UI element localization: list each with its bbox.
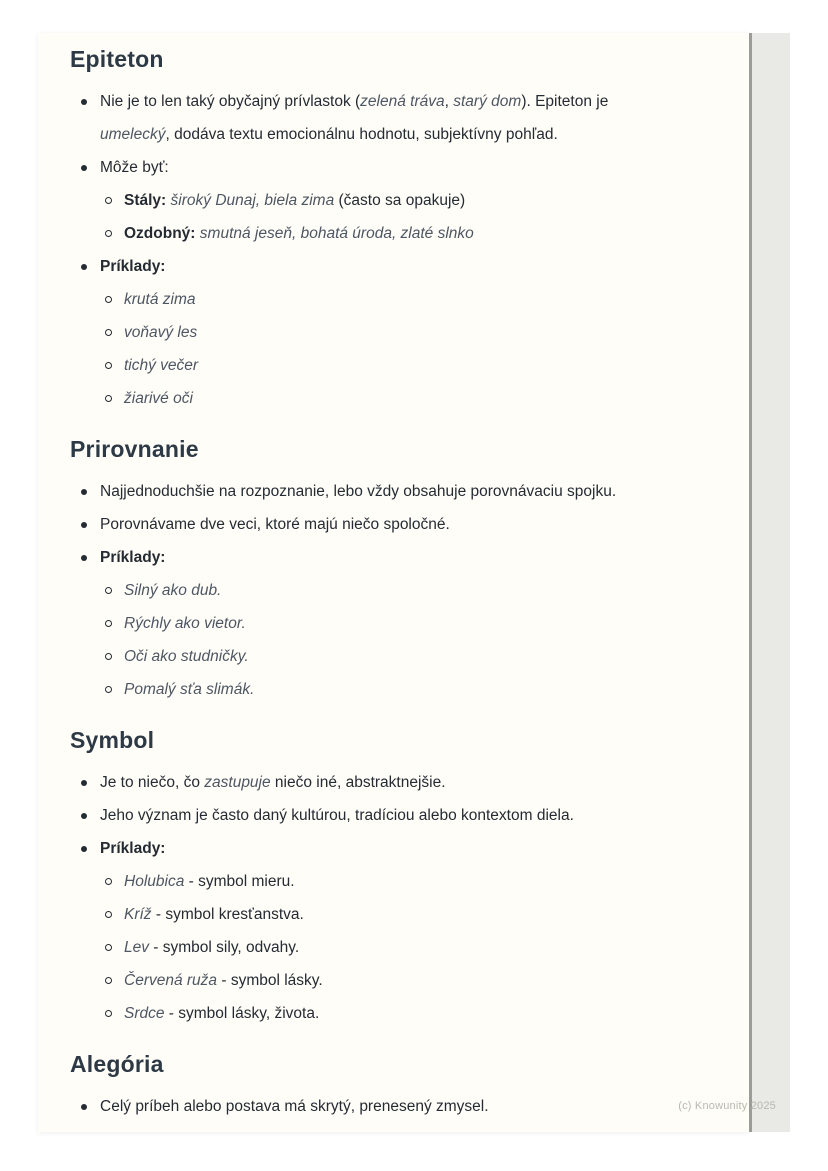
text-run: - symbol kresťanstva. [151,906,304,923]
text-run: Nie je to len taký obyčajný prívlastok ( [100,93,361,110]
text-run: Príklady: [100,258,166,275]
text-run: Jeho význam je často daný kultúrou, tradíciou alebo kontextom diela. [100,807,574,824]
text-run: zastupuje [204,774,271,791]
text-run: Príklady: [100,840,166,857]
text-run: (často sa opakuje) [334,192,466,209]
list-item [100,184,654,217]
text-run: starý dom [453,93,522,110]
list-item [100,382,654,415]
list-item [100,349,654,382]
list-item [70,85,699,151]
list-item [100,931,654,964]
text-run: voňavý les [124,324,198,341]
copyright-watermark: (c) Knowunity 2025 [678,1100,776,1112]
list-item [70,250,699,415]
text-run: Silný ako dub. [124,582,222,599]
text-run: Kríž [124,906,152,923]
section-heading: Alegória [70,1051,164,1077]
sub-bullet-list [100,574,654,706]
bullet-list [70,85,699,415]
text-run: Srdce [124,1005,165,1022]
text-run: umelecký [100,126,166,143]
list-item [70,799,699,832]
section-heading: Symbol [70,727,155,753]
list-item [100,217,654,250]
text-run: , dodáva textu emocionálnu hodnotu, subjektívny pohľad. [165,126,558,143]
text-run: Je to niečo, čo [100,774,205,791]
bullet-list [70,475,699,706]
list-item [70,475,699,508]
list-item [100,898,654,931]
text-run: tichý večer [124,357,199,374]
text-run: Stály: [124,192,167,209]
list-item [70,1090,699,1123]
list-item [70,766,699,799]
text-run: široký Dunaj, biela zima [170,192,335,209]
text-run: - symbol lásky. [217,972,323,989]
list-item [100,640,654,673]
list-item [100,607,654,640]
text-run: žiarivé oči [124,390,193,407]
text-run: Holubica [124,873,185,890]
section-heading: Epiteton [70,46,164,72]
text-run: niečo iné, abstraktnejšie. [270,774,446,791]
text-run: Ozdobný: [124,225,196,242]
list-item [100,865,654,898]
list-item [100,964,654,997]
sub-bullet-list [100,283,654,415]
text-run: Rýchly ako vietor. [124,615,246,632]
text-run: - symbol lásky, života. [164,1005,320,1022]
document-page [38,33,749,1132]
text-run: , [444,93,454,110]
bullet-list [70,1090,699,1123]
list-item [100,316,654,349]
text-run: Lev [124,939,149,956]
text-run: Oči ako studničky. [124,648,249,665]
list-item [100,283,654,316]
document-content [38,33,749,1123]
list-item [70,832,699,1030]
text-run: Porovnávame dve veci, ktoré majú niečo spoločné. [100,516,450,533]
list-item [100,574,654,607]
text-run: - symbol sily, odvahy. [149,939,300,956]
text-run: - symbol mieru. [184,873,295,890]
list-item [100,673,654,706]
sub-bullet-list [100,184,654,250]
list-item [70,151,699,250]
text-run: smutná jeseň, bohatá úroda, zlaté slnko [199,225,474,242]
bullet-list [70,766,699,1030]
text-run: Celý príbeh alebo postava má skrytý, prenesený zmysel. [100,1098,489,1115]
list-item [70,541,699,706]
text-run: Najjednoduchšie na rozpoznanie, lebo vždy obsahuje porovnávaciu spojku. [100,483,617,500]
list-item [100,997,654,1030]
text-run: Môže byť: [100,159,169,176]
text-run: ). Epiteton je [521,93,609,110]
scrollbar-track[interactable] [749,33,790,1132]
text-run: krutá zima [124,291,196,308]
section-heading: Prirovnanie [70,436,199,462]
list-item [70,508,699,541]
text-run: zelená tráva [360,93,445,110]
text-run: Červená ruža [124,972,218,989]
text-run: Pomalý sťa slimák. [124,681,255,698]
text-run: Príklady: [100,549,166,566]
sub-bullet-list [100,865,654,1030]
